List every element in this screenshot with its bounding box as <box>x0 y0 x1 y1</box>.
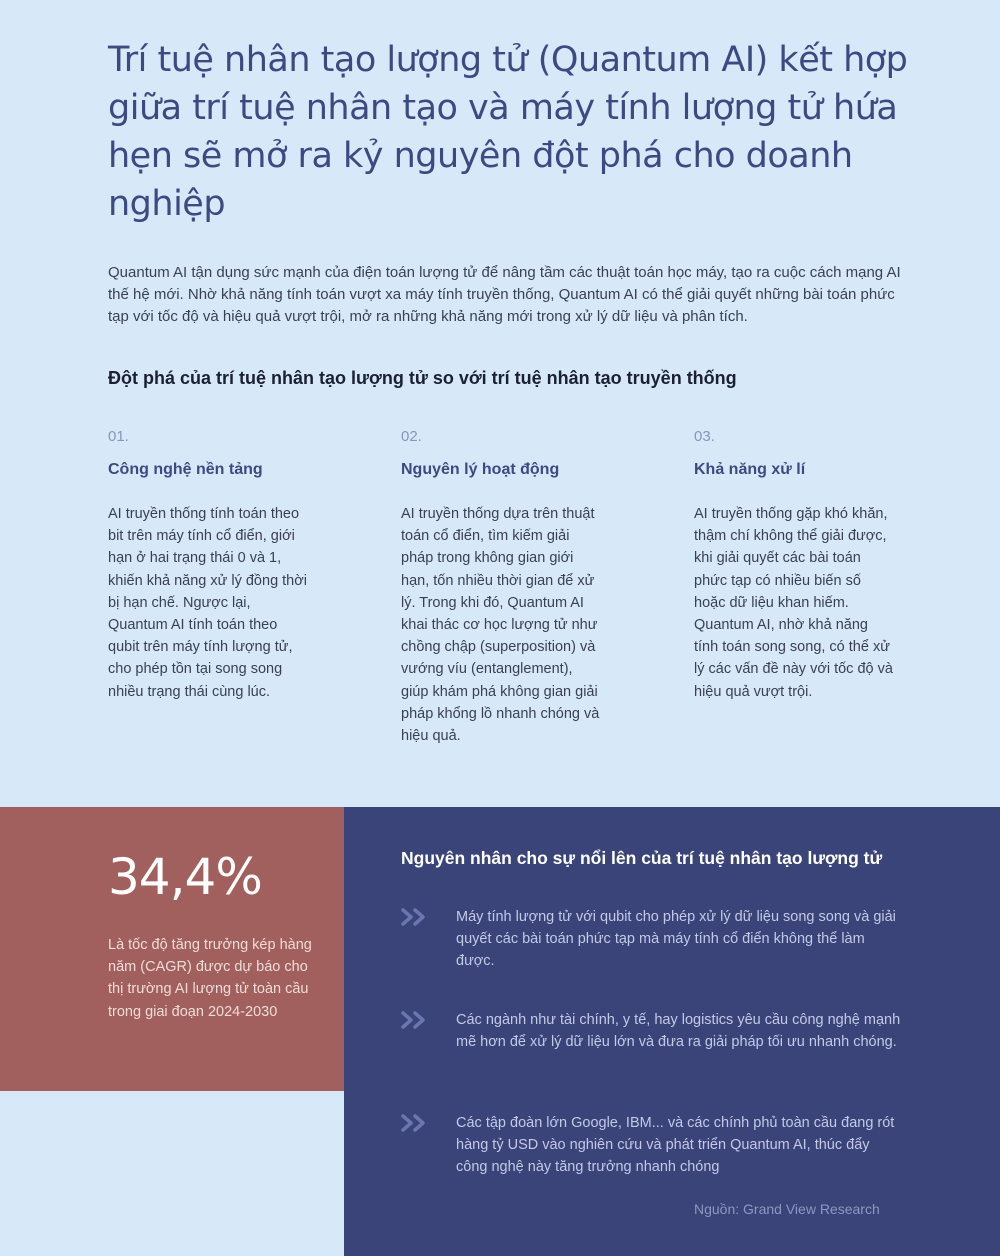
comparison-column-2 <box>401 428 601 747</box>
section-heading: Đột phá của trí tuệ nhân tạo lượng tử so với trí tuệ nhân tạo truyền thống <box>108 368 737 388</box>
double-chevron-right-icon <box>401 906 431 928</box>
column-number: 01. <box>108 428 129 445</box>
stat-value: 34,4% <box>108 848 262 906</box>
stat-description: Là tốc độ tăng trưởng kép hàng năm (CAGR) được dự báo cho thị trường AI lượng tử toàn cầu trong giai đoạn 2024-2030 <box>108 937 312 1020</box>
reason-text: Các tập đoàn lớn Google, IBM... và các chính phủ toàn cầu đang rót hàng tỷ USD vào nghiên cứu và phát triển Quantum AI, thúc đẩy công nghệ này tăng trưởng nhanh chóng <box>456 1115 895 1176</box>
double-chevron-right-icon <box>401 1112 431 1134</box>
reason-text: Các ngành như tài chính, y tế, hay logistics yêu cầu công nghệ mạnh mẽ hơn để xử lý dữ liệu lớn và đưa ra giải pháp tối ưu nhanh chóng. <box>456 1012 901 1051</box>
column-number: 03. <box>694 428 715 445</box>
double-chevron-right-icon <box>401 1009 431 1031</box>
source-note: Nguồn: Grand View Research <box>694 1201 880 1217</box>
column-title: Công nghệ nền tảng <box>108 461 263 478</box>
comparison-column-3 <box>694 428 894 703</box>
page-title: Trí tuệ nhân tạo lượng tử (Quantum AI) kết hợp giữa trí tuệ nhân tạo và máy tính lượng tử hứa hẹn sẽ mở ra kỷ nguyên đột phá cho doanh nghiệp <box>108 40 908 224</box>
column-body: AI truyền thống gặp khó khăn, thậm chí không thể giải được, khi giải quyết các bài toán phức tạp có nhiều biến số hoặc dữ liệu khan hiếm. Quantum AI, nhờ khả năng tính toán song song, có thể xử lý các vấn đề này với tốc độ và hiệu quả vượt trội. <box>694 506 893 700</box>
column-number: 02. <box>401 428 422 445</box>
column-body: AI truyền thống dựa trên thuật toán cổ điển, tìm kiếm giải pháp trong không gian giới hạn, tốn nhiều thời gian để xử lý. Trong khi đó, Quantum AI khai thác cơ học lượng tử như chồng chập (superposition) và vướng víu (entanglement), giúp khám phá không gian giải pháp khổng lồ nhanh chóng và hiệu quả. <box>401 506 600 745</box>
column-title: Khả năng xử lí <box>694 461 806 478</box>
reasons-title: Nguyên nhân cho sự nổi lên của trí tuệ nhân tạo lượng tử <box>401 848 883 868</box>
column-title: Nguyên lý hoạt động <box>401 461 560 478</box>
column-body: AI truyền thống tính toán theo bit trên máy tính cổ điển, giới hạn ở hai trạng thái 0 và 1, khiến khả năng xử lý đồng thời bị hạn chế. Ngược lại, Quantum AI tính toán theo qubit trên máy tính lượng tử, cho phép tồn tại song song nhiều trạng thái cùng lúc. <box>108 506 307 700</box>
comparison-column-1 <box>108 428 308 703</box>
intro-paragraph: Quantum AI tận dụng sức mạnh của điện toán lượng tử để nâng tầm các thuật toán học máy, tạo ra cuộc cách mạng AI thế hệ mới. Nhờ khả năng tính toán vượt xa máy tính truyền thống, Quantum AI có thể giải quyết những bài toán phức tạp với tốc độ và hiệu quả vượt trội, mở ra những khả năng mới trong xử lý dữ liệu và phân tích. <box>108 264 901 325</box>
reason-text: Máy tính lượng tử với qubit cho phép xử lý dữ liệu song song và giải quyết các bài toán phức tạp mà máy tính cổ điển không thể làm được. <box>456 909 896 970</box>
